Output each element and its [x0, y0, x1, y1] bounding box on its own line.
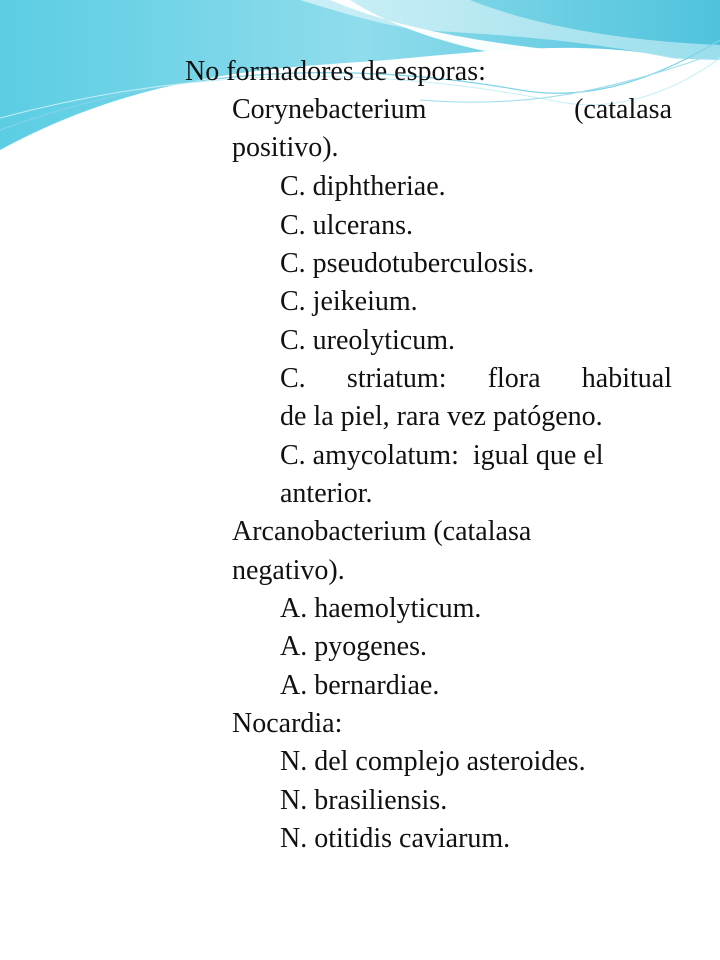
nocardia-genus: Nocardia:: [232, 708, 343, 739]
coryne-striatum-line1: [280, 360, 672, 398]
coryne-species-item: C. ureolyticum.: [280, 325, 455, 356]
coryne-catalase-note-cont: positivo).: [232, 132, 339, 163]
arcano-species-item: A. bernardiae.: [280, 670, 440, 701]
word: flora: [487, 363, 541, 394]
coryne-genus: Corynebacterium: [232, 94, 427, 125]
coryne-amycolatum-line1: C. amycolatum: igual que el: [280, 440, 604, 471]
arcano-species-item: A. haemolyticum.: [280, 593, 482, 624]
coryne-genus-line: [232, 91, 672, 129]
nocardia-species-item: N. otitidis caviarum.: [280, 823, 511, 854]
word: striatum:: [346, 363, 447, 394]
coryne-species-item: C. diphtheriae.: [280, 171, 446, 202]
coryne-species-item: C. ulcerans.: [280, 210, 413, 241]
word: habitual: [581, 363, 672, 394]
coryne-species-item: C. pseudotuberculosis.: [280, 248, 535, 279]
coryne-amycolatum-line2: anterior.: [280, 478, 373, 509]
coryne-catalase-note: (catalasa: [574, 94, 672, 125]
heading-non-spore-formers: No formadores de esporas:: [185, 56, 486, 87]
coryne-striatum-line2: de la piel, rara vez patógeno.: [280, 401, 603, 432]
arcano-species-item: A. pyogenes.: [280, 631, 427, 662]
nocardia-species-item: N. del complejo asteroides.: [280, 746, 586, 777]
coryne-species-item: C. jeikeium.: [280, 286, 418, 317]
word: C.: [280, 363, 306, 394]
nocardia-species-item: N. brasiliensis.: [280, 785, 448, 816]
arcano-genus-line: Arcanobacterium (catalasa: [232, 516, 532, 547]
arcano-catalase-note-cont: negativo).: [232, 555, 345, 586]
